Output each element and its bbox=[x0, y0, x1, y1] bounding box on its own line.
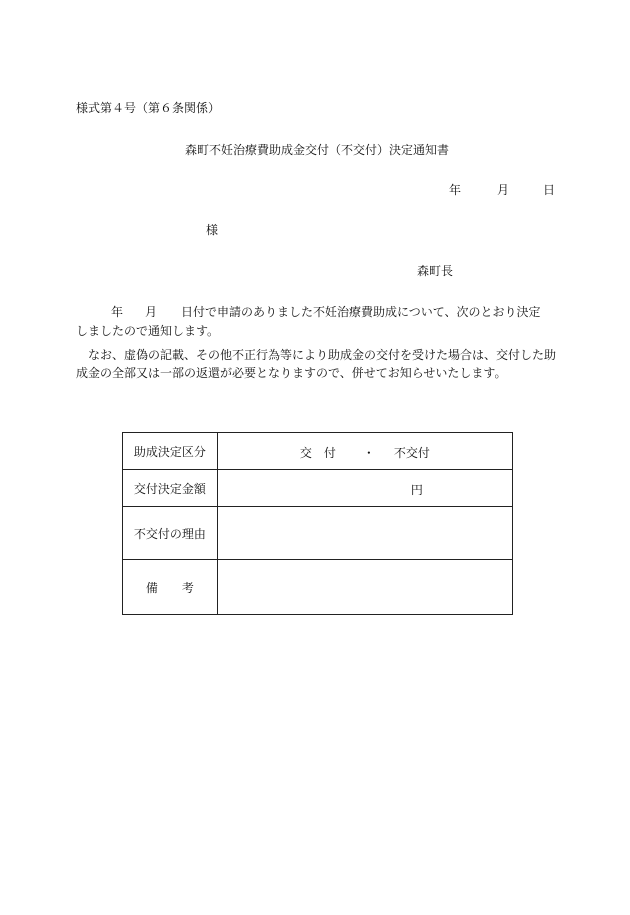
recipient-honorific: 様 bbox=[206, 223, 219, 237]
body-year-label: 年 bbox=[111, 305, 124, 319]
date-year-label: 年 bbox=[449, 183, 462, 197]
form-number: 様式第４号（第６条関係） bbox=[76, 101, 221, 115]
body-month-label: 月 bbox=[145, 305, 158, 319]
label-decision-type: 助成決定区分 bbox=[123, 433, 218, 470]
amount-unit: 円 bbox=[410, 483, 423, 497]
option-separator: ・ bbox=[362, 446, 375, 460]
option-non-grant: 不交付 bbox=[393, 446, 430, 460]
table-row-reason bbox=[123, 507, 513, 560]
label-remarks: 備 考 bbox=[123, 560, 218, 615]
body-paragraph-1-line-2: しましたので通知します。 bbox=[76, 324, 220, 338]
issuer-name: 森町長 bbox=[417, 264, 454, 278]
decision-type-cell bbox=[217, 433, 512, 470]
table-row-amount bbox=[123, 470, 513, 507]
date-day-label: 日 bbox=[543, 183, 556, 197]
body-paragraph-2-line-1: なお、虚偽の記載、その他不正行為等により助成金の交付を受けた場合は、交付した助 bbox=[76, 348, 557, 362]
label-amount: 交付決定金額 bbox=[123, 470, 218, 507]
label-reason: 不交付の理由 bbox=[123, 507, 218, 560]
table-row-remarks bbox=[123, 560, 513, 615]
document-title: 森町不妊治療費助成金交付（不交付）決定通知書 bbox=[185, 143, 450, 157]
body-paragraph-1-line-1 bbox=[76, 303, 560, 321]
remarks-cell bbox=[217, 560, 512, 615]
table-row-decision-type bbox=[123, 433, 513, 470]
option-grant: 交 付 bbox=[299, 446, 336, 460]
body-paragraph-1-text: 日付で申請のありました不妊治療費助成について、次のとおり決定 bbox=[181, 305, 541, 319]
reason-cell bbox=[217, 507, 512, 560]
decision-table bbox=[122, 432, 513, 615]
body-paragraph-2-line-2: 成金の全部又は一部の返還が必要となりますので、併せてお知らせいたします。 bbox=[76, 366, 507, 380]
date-month-label: 月 bbox=[497, 183, 510, 197]
amount-cell bbox=[217, 470, 512, 507]
